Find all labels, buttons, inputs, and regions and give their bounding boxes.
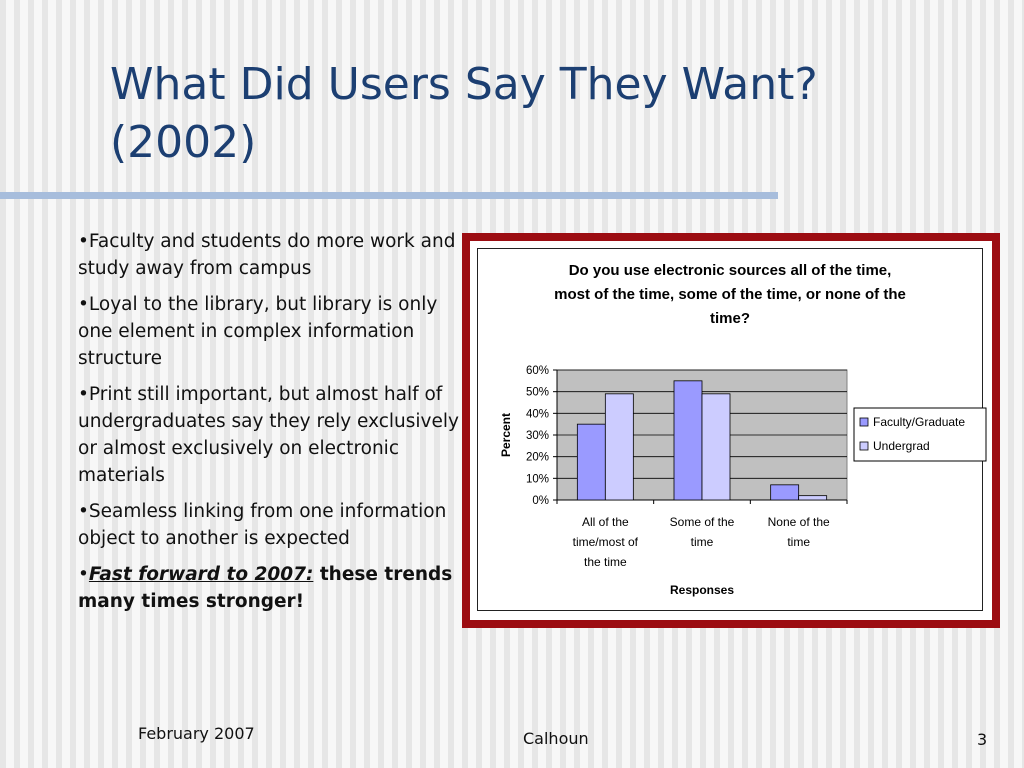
chart-frame	[462, 233, 1000, 628]
bar	[702, 394, 730, 500]
bullet-item: •Loyal to the library, but library is only one element in complex information structure	[78, 294, 438, 369]
x-axis-label: Responses	[669, 583, 735, 597]
page-number: 3	[977, 730, 988, 749]
x-tick-label: Some of the	[669, 515, 735, 529]
bullet-marker: •	[78, 564, 89, 585]
y-tick-label: 20%	[525, 451, 549, 464]
legend-swatch	[860, 418, 868, 426]
title-divider	[0, 192, 778, 199]
x-tick-label: time	[787, 535, 811, 549]
bullet-item-emphasis	[78, 561, 464, 615]
chart-frame-inner	[470, 241, 992, 620]
legend-label: Faculty/Graduate	[873, 415, 966, 429]
chart-title-line: time?	[709, 310, 750, 327]
bullet-item: •Faculty and students do more work and study away from campus	[78, 231, 456, 279]
x-tick-label: time/most of	[572, 535, 639, 549]
x-tick-label: All of the	[581, 515, 629, 529]
slide-title-line-1: What Did Users Say They Want?	[110, 59, 818, 110]
bullet-item: •Print still important, but almost half of undergraduates say they rely exclusively or almost exclusively on electronic materials	[78, 384, 459, 486]
y-tick-label: 0%	[532, 495, 549, 507]
legend-swatch	[860, 442, 868, 450]
x-tick-label: the time	[583, 555, 627, 569]
bullet-emphasis-text: Fast forward to 2007:	[88, 564, 314, 585]
chart-title-line: most of the time, some of the time, or none of the	[554, 286, 906, 303]
bar	[674, 381, 702, 500]
bullet-list	[78, 228, 464, 624]
x-tick-label: time	[690, 535, 714, 549]
slide-title	[110, 56, 970, 172]
y-tick-label: 30%	[525, 430, 549, 442]
bar	[605, 394, 633, 500]
footer-date: February 2007	[138, 724, 255, 743]
legend-label: Undergrad	[873, 439, 930, 453]
chart-title-line: Do you use electronic sources all of the time,	[568, 262, 892, 279]
slide-title-line-2: (2002)	[110, 117, 257, 168]
x-tick-label: None of the	[767, 515, 830, 529]
bullet-item: •Seamless linking from one information object to another is expected	[78, 501, 447, 549]
bar	[771, 485, 799, 500]
bullet-tail-text: these trends many times stronger!	[78, 564, 453, 612]
footer-author: Calhoun	[523, 729, 589, 748]
y-tick-label: 50%	[525, 386, 549, 399]
bar	[799, 496, 827, 500]
y-tick-label: 10%	[525, 473, 549, 486]
y-tick-label: 40%	[525, 408, 549, 421]
bar	[577, 424, 605, 500]
y-axis-label: Percent	[499, 412, 513, 458]
y-tick-label: 60%	[525, 365, 549, 377]
bar-chart	[470, 241, 992, 620]
